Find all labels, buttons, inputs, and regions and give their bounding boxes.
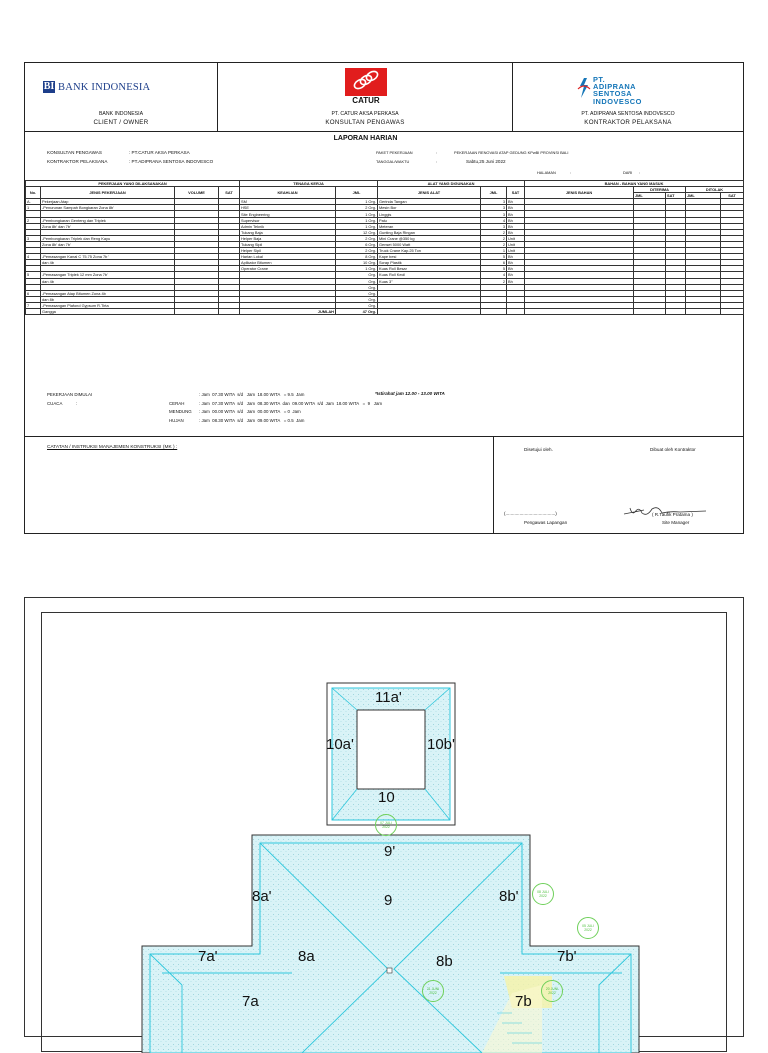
page-label: HALAMAN [537, 170, 556, 175]
owner-name: BANK INDONESIA [98, 111, 144, 117]
cell-skill: Admin Teknik [240, 223, 336, 229]
owner-block [25, 63, 218, 132]
cell-jml: 6 Org. [336, 241, 378, 247]
consultant-name: PT. CATUR AKSA PERKASA [331, 111, 399, 117]
cell-tjml: 1 [481, 248, 507, 254]
table-row [26, 308, 744, 314]
cell-tool: Palu [378, 217, 481, 223]
zone-label-10a: 10a' [326, 736, 354, 753]
zone-10-opening [357, 710, 425, 789]
cell-tsat [507, 308, 525, 314]
cell-no: A. [26, 199, 41, 205]
cell-no: 6 [26, 290, 41, 296]
cell-tool: Gunting Baja Ringan [378, 229, 481, 235]
progress-stamp: 05 JULI 2022 [577, 917, 599, 939]
cell-no: 1 [26, 205, 41, 211]
adiprana-logo-icon [577, 77, 591, 99]
labor-section-header: TENAGA KERJA [240, 181, 378, 187]
cell-job: Pekerjaan Atap [41, 199, 175, 205]
cell-tsat: Bh [507, 266, 525, 272]
package-value: PEKERJAAN RENOVASI ATAP GEDUNG KPwBI PROVINSI BALI [454, 150, 569, 155]
cell-tsat: Bh [507, 223, 525, 229]
roof-plan-frame [24, 597, 744, 1037]
contractor-label: KONTRAKTOR PELAKSANA [47, 159, 108, 164]
cell-jml: 12 Org. [336, 229, 378, 235]
cell-job: dan 4b [41, 260, 175, 266]
cell-volume [175, 308, 219, 314]
cell-jml: 1 Org. [336, 199, 378, 205]
bi-logo-text: BANK INDONESIA [58, 81, 151, 93]
date-label: TANGGAL/WAKTU [376, 159, 410, 164]
cell-skill: JUMLAH [240, 308, 336, 314]
cell-rej-sat [721, 308, 744, 314]
cell-tjml: 2 [481, 235, 507, 241]
cell-skill: SM [240, 199, 336, 205]
cell-tool: Kuas Roll Besar [378, 266, 481, 272]
weather-labels: CERAH MENDUNG HUJAN [169, 400, 192, 423]
cell-tsat: Bh [507, 205, 525, 211]
cell-jml: 1 Org. [336, 223, 378, 229]
contractor-value: : PT.ADIPRANA SENTOSA INDOVESCO [129, 159, 214, 164]
cell-no: 7 [26, 302, 41, 308]
cell-tsat: Bh [507, 199, 525, 205]
cell-no: 4 [26, 254, 41, 260]
contractor-name: PT. ADIPRANA SENTOSA INDOVESCO [581, 111, 675, 117]
cell-skill: Harian Lokal [240, 254, 336, 260]
cell-skill: Tukang Sipil [240, 241, 336, 247]
cell-no: 2 [26, 217, 41, 223]
cell-jml: 8 Org. [336, 254, 378, 260]
table-subheader-row-2: JML SAT JML SAT [26, 193, 744, 199]
cell-tool: Genset 5000 Watt [378, 241, 481, 247]
zone-label-10b: 10b' [427, 736, 455, 753]
approval-block [493, 437, 744, 534]
zone-label-7a-prime: 7a' [198, 948, 218, 965]
cell-tjml: 3 [481, 223, 507, 229]
cell-tsat: Bh [507, 211, 525, 217]
roof-plan-drawing [41, 612, 727, 1052]
cell-tjml: 3 [481, 199, 507, 205]
bi-logo-mark: BI [43, 81, 55, 92]
cell-tjml: 5 [481, 254, 507, 260]
cell-skill: Aplikator Bitumen [240, 260, 336, 266]
cell-job: Zona 8b' dan 7b' [41, 223, 175, 229]
cell-skill: HSE [240, 205, 336, 211]
cell-tsat: Bh [507, 229, 525, 235]
cell-tjml: 3 [481, 205, 507, 211]
daily-activity-table [25, 180, 744, 315]
zone-label-8b: 8b [436, 953, 453, 970]
daily-report-sheet [24, 62, 744, 534]
consultant-block [218, 63, 513, 132]
cell-job: Gangga [41, 308, 175, 314]
cell-job: dan 8b [41, 296, 175, 302]
cell-skill: Tukang Baja [240, 229, 336, 235]
cell-job: dan 4b [41, 278, 175, 284]
cell-recv-sat [666, 308, 686, 314]
date-colon: : [436, 159, 438, 164]
zone-label-7b: 7b [515, 993, 532, 1010]
cell-material [525, 308, 634, 314]
contractor-role: KONTRAKTOR PELAKSANA [584, 119, 672, 126]
main-roof-outline [142, 835, 639, 1053]
zone-label-7a: 7a [242, 993, 259, 1010]
cell-tool: Kuas 3" [378, 278, 481, 284]
cell-jml: Org. [336, 278, 378, 284]
contractor-title: Site Manager [662, 520, 690, 525]
cell-tsat: Bh [507, 278, 525, 284]
cell-tool: Mesin Bor [378, 205, 481, 211]
catur-logo-text: CATUR [352, 96, 380, 105]
cell-tjml: 4 [481, 217, 507, 223]
notes-title: CATATAN / INSTRUKSI MANAJEMEN KONSTRUKSI (MK ) : [47, 445, 178, 450]
cell-jml: 47 Org. [336, 308, 378, 314]
cell-tjml: 5 [481, 266, 507, 272]
contractor-block [513, 63, 743, 132]
work-section-header: PEKERJAAN YANG DILAKSANAKAN [26, 181, 240, 187]
package-colon: : [436, 150, 438, 155]
work-time-values: : Jam 07.30 WITA s/d Jam 18.00 WITA = 9.5 Jam : Jam 07.30 WITA s/d Jam 08.30 WITA dan 09.00 WITA s/d Jam 18.00 WITA = 9 Jam : Jam 00.00 WITA s/d Jam 00.00 WITA = 0 Jam : Jam 08.30 WITA s/d Jam 09.00 WITA = 0.5 Jam [199, 392, 383, 423]
cell-job: -Pembongkaran Triplek dan Reng Kayu [41, 235, 175, 241]
cell-tool: Truck Crane Kap.25 Ton [378, 248, 481, 254]
work-time-labels: PEKERJAAN DIMULAI CUACA : [47, 392, 93, 406]
cell-jml: 1 Org. [336, 211, 378, 217]
cell-jml: Org. [336, 302, 378, 308]
cell-skill: Supervisor [240, 217, 336, 223]
progress-stamp: 21 JUNI 2022 [422, 980, 444, 1002]
consultant-role: KONSULTAN PENGAWAS [325, 119, 405, 126]
cell-jml: 2 Org. [336, 205, 378, 211]
cell-jml: 1 Org. [336, 217, 378, 223]
cell-tsat: Unit [507, 235, 525, 241]
cell-jml: Org. [336, 284, 378, 290]
adiprana-logo-text: PT. ADIPRANA SENTOSA INDOVESCO [593, 75, 642, 106]
cell-tsat: Bh [507, 254, 525, 260]
bank-indonesia-logo [43, 81, 150, 93]
zone-label-9: 9 [384, 892, 393, 909]
owner-role: CLIENT / OWNER [93, 119, 149, 126]
zone-label-8a: 8a [298, 948, 315, 965]
cell-no [26, 308, 41, 314]
progress-stamp: 08 JULI 2022 [532, 883, 554, 905]
cell-jml: 1 Org. [336, 266, 378, 272]
zone-label-10: 10 [378, 789, 395, 806]
cell-tsat: Bh [507, 260, 525, 266]
cell-tsat: Unit [507, 248, 525, 254]
cell-job: -Pemasangan Atap Bitumen Zona 4b [41, 290, 175, 296]
notes-approval-area [25, 436, 743, 534]
cell-tsat: Bh [507, 217, 525, 223]
of-colon: : [639, 170, 641, 175]
tools-section-header: ALAT YANG DIGUNAKAN [378, 181, 525, 187]
cell-jml: 10 Org. [336, 260, 378, 266]
blank-signer: (.......................................) [504, 511, 557, 516]
cell-tool: Kuas Roll Kecil [378, 272, 481, 278]
date-value: Sabtu,25 Juni 2022 [466, 159, 506, 164]
zone-label-7b-prime: 7b' [557, 948, 577, 965]
cell-jml: Org. [336, 290, 378, 296]
cell-jml: Org. [336, 272, 378, 278]
zone-label-8a-prime: 8a' [252, 888, 272, 905]
table-subheader-row: No. JENIS PEKERJAAN VOLUME SAT KEAHLIAN JML JENIS ALAT JML SAT JENIS BAHAN DITERIMA DITOLAK [26, 187, 744, 193]
report-title: LAPORAN HARIAN [333, 135, 398, 142]
consultant-value: : PT.CATUR AKSA PERKASA [129, 150, 190, 155]
cell-jml: 2 Org. [336, 248, 378, 254]
break-note: *Istirahat jam 12.00 - 13.00 WITA [375, 391, 445, 396]
cell-job: -Pemasangan Triplek 12 mm Zona 7b' [41, 272, 175, 278]
cell-jml: 2 Org. [336, 235, 378, 241]
cell-tjml: 4 [481, 272, 507, 278]
cell-rej-jml [686, 308, 721, 314]
cell-tool: Scrap Plastik [378, 260, 481, 266]
cell-job: -Penurunan Sampah Bongkaran Zona 8b' [41, 205, 175, 211]
package-label: PAKET PEKERJAAN [376, 150, 413, 155]
cell-tjml [481, 308, 507, 314]
cell-skill: Helper Baja [240, 235, 336, 241]
cell-skill: Helper Sipil [240, 248, 336, 254]
cell-skill: Operator Crane [240, 266, 336, 272]
zone-label-8b-prime: 8b' [499, 888, 519, 905]
contractor-signer: ( R.Taufik Pratama ) [652, 512, 693, 517]
cell-tjml: 2 [481, 241, 507, 247]
cell-no: 3 [26, 235, 41, 241]
cell-job: -Pemasangan Plafond Gypsum R.Tirta [41, 302, 175, 308]
cell-tsat: Unit [507, 241, 525, 247]
cell-tool: Meteran [378, 223, 481, 229]
cell-tsat: Bh [507, 272, 525, 278]
cell-jml: Org. [336, 296, 378, 302]
cell-tjml: 2 [481, 229, 507, 235]
cell-skill: Site Engineering [240, 211, 336, 217]
cell-tjml: 3 [481, 211, 507, 217]
cell-tool: Mini Crane @350 kg [378, 235, 481, 241]
made-by-label: Dibuat oleh Kontraktor [650, 447, 696, 452]
cell-tool: Gerinda Tangan [378, 199, 481, 205]
of-label: DARI [623, 170, 633, 175]
approved-by-label: Disetujui oleh. [524, 447, 553, 452]
zone-label-11a: 11a' [375, 689, 402, 706]
consultant-label: KONSULTAN PENGAWAS [47, 150, 102, 155]
cell-recv-jml [634, 308, 666, 314]
cell-tool [378, 308, 481, 314]
cell-job: -Pembongkaran Genteng dan Triplek [41, 217, 175, 223]
cell-tjml: 6 [481, 260, 507, 266]
cell-sat [219, 308, 240, 314]
cell-tjml: 2 [481, 278, 507, 284]
cell-tool: Kape besi [378, 254, 481, 260]
cell-job: Zona 8b' dan 7b' [41, 241, 175, 247]
cell-no: 5 [26, 272, 41, 278]
supervisor-title: Pengawas Lapangan [524, 520, 568, 525]
cell-tool: Linggis [378, 211, 481, 217]
cell-job: -Pemasangan Kanal C 75.75 Zona 7b ' [41, 254, 175, 260]
progress-stamp: 20 JUNI 2022 [541, 980, 563, 1002]
zone-label-9p: 9' [384, 843, 396, 860]
page-colon: : [570, 170, 572, 175]
progress-stamp: 07 JULI 2022 [375, 814, 397, 836]
materials-section-header: BAHAN - BAHAN YANG MASUK [525, 181, 744, 187]
catur-logo-icon [345, 68, 387, 96]
